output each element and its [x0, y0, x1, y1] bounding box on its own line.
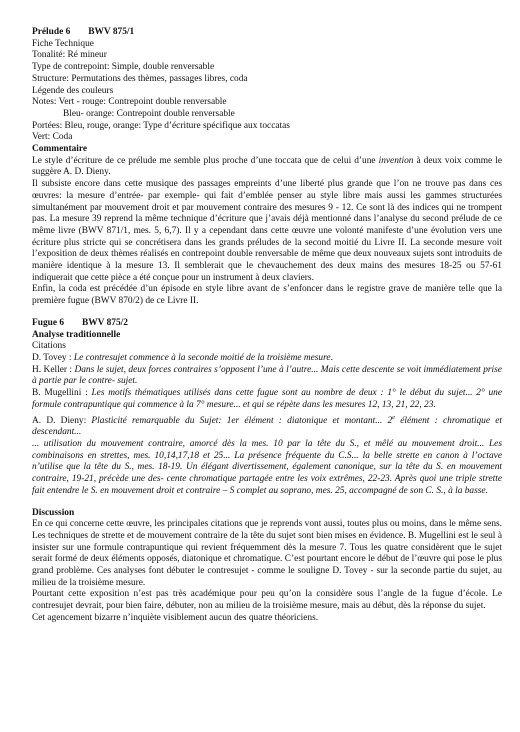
fugue-bwv: BWV 875/2	[82, 317, 128, 328]
fugue-title: Fugue 6	[32, 317, 65, 328]
citation-keller: H. Keller : Dans le sujet, deux forces contraires s’opposent l’une à l’autre... Mais cette descente se voit immédiatement prise à partie par le contre- sujet.	[32, 364, 502, 387]
type-contrepoint: Type de contrepoint: Simple, double renversable	[32, 62, 215, 73]
portees: Portées: Bleu, rouge, orange: Type d’écriture spécifique aux toccatas	[32, 120, 290, 131]
discussion-paragraph-3: Cet agencement bizarre n’inquiète visiblement aucun des quatre théoriciens.	[32, 612, 319, 623]
prelude-title: Prélude 6	[32, 27, 71, 37]
analyse-heading: Analyse traditionnelle	[32, 329, 121, 340]
notes-vert-rouge: Notes: Vert - rouge: Contrepoint double renversable	[32, 97, 227, 108]
discussion-paragraph-2: Pourtant cette exposition n’est pas très académique pour peu qu’on la considère sous l’angle de la fugue d’école. Le contresujet devrait, pour bien faire, débuter, non au milieu de la troisième mesure, mais au début, dès la réponse du sujet.	[32, 589, 502, 612]
citation-mugellini: B. Mugellini : Les motifs thématiques utilisés dans cette fugue sont au nombre de deux : 1° le début du sujet... 2° une formule contrapuntique qui commence à la 7° mesure... et qui se répète dans les mesures 12, 13, 21, 22, 23.	[32, 388, 503, 410]
discussion-heading: Discussion	[32, 507, 75, 518]
legende-couleurs: Légende des couleurs	[32, 85, 114, 96]
structure: Structure: Permutations des thèmes, passages libres, coda	[32, 73, 248, 84]
commentaire-paragraph-3: Enfin, la coda est précédée d’un épisode en style libre avant de s’enfoncer dans le registre grave de manière telle que la première fugue (BWV 870/2) de ce Livre II.	[32, 284, 502, 307]
notes-bleu-orange: Bleu- orange: Contrepoint double renversable	[63, 108, 235, 119]
citation-dieny-continued: ... utilisation du mouvement contraire, amorcé dès la mes. 10 par la tête du S., et mêlé au mouvement droit... Les combinaisons en strettes, mes. 10,14,17,18 et 25... La présence fréquente du C.S... la belle strette en canon à l’octave n’utilise que la tête du S., mes. 18-19. Un élégant divertissement, également canonique, sur la tête du S. en mouvement contraire, 19-21, précède une des- cente chromatique partagée entre les voix extrêmes, 22-23. Après quoi une triple strette fait entendre le S. en mouvement droit et contraire – S complet au soprano, mes. 25, accompagné de son C. S., à la basse.	[32, 439, 502, 496]
commentaire-paragraph-2: Il subsiste encore dans cette musique des passages empreints d’une liberté plus grande que l’on ne trouve pas dans ces œuvres: la mesure d’entrée- par exemple- qui fait d’emblée penser au style libre mais aussi les gammes structurées simultanément par mouvement droit et par mouvement contraire des mesures 9 - 12. Ce sont là des indices qui ne trompent pas. La mesure 39 reprend la même technique d’écriture que j’avais déjà mentionné dans l’analyse du second prélude de ce même livre (BWV 871/1, mes. 5, 6,7). Il y a cependant dans cette œuvre une volonté manifeste d’une évolution vers une écriture plus stricte qui se concrétisera dans les grands préludes de la second moitié du Livre II. La seconde mesure voit l’exposition de deux thèmes réalisés en contrepoint double renversable de même que deux nouveaux sujets sont introduits de manière identique à la mesure 13. Il semblerait que le chevauchement des deux mains des mesures 18-25 ou 57-61 indiquerait que cette pièce a été conçue pour un instrument à deux claviers.	[32, 179, 502, 283]
prelude-heading	[32, 27, 502, 39]
document-page	[32, 27, 502, 625]
prelude-bwv: BWV 875/1	[88, 27, 135, 37]
citations-label: Citations	[32, 341, 66, 352]
fiche-technique: Fiche Technique	[32, 38, 94, 49]
tonalite: Tonalité: Ré mineur	[32, 50, 107, 61]
vert-coda: Vert: Coda	[32, 132, 73, 143]
discussion-paragraph-1: En ce qui concerne cette œuvre, les principales citations que je reprends vont aussi, toutes plus ou moins, dans le même sens. Les techniques de strette et de mouvement contraire de la tête du sujet sont bien mises en évidence. B. Mugellini est le seul à insister sur une formule contrapuntique qui revient fréquemment dès la mesure 7. Tous les quatre considèrent que le sujet serait formé de deux éléments opposés, diatonique et chromatique. C’est pourtant encore le début de l’œuvre qui pose le plus grand problème. Ces analyses font débuter le contresujet - comme le souligne D. Tovey - sur la seconde partie du sujet, au milieu de la troisième mesure.	[32, 519, 502, 588]
fugue-heading	[32, 318, 502, 330]
citation-tovey: D. Tovey : Le contresujet commence à la seconde moitié de la troisième mesure.	[32, 352, 333, 363]
commentaire-paragraph-1: Le style d’écriture de ce prélude me semble plus proche d’une toccata que de celui d’une invention à deux voix comme le suggère A. D. Dieny.	[32, 155, 502, 178]
citation-dieny: A. D. Dieny: Plasticité remarquable du Sujet: 1er élément : diatonique et montant... 2e élément : chromatique et descendant...	[32, 413, 503, 438]
commentaire-heading: Commentaire	[32, 144, 88, 155]
